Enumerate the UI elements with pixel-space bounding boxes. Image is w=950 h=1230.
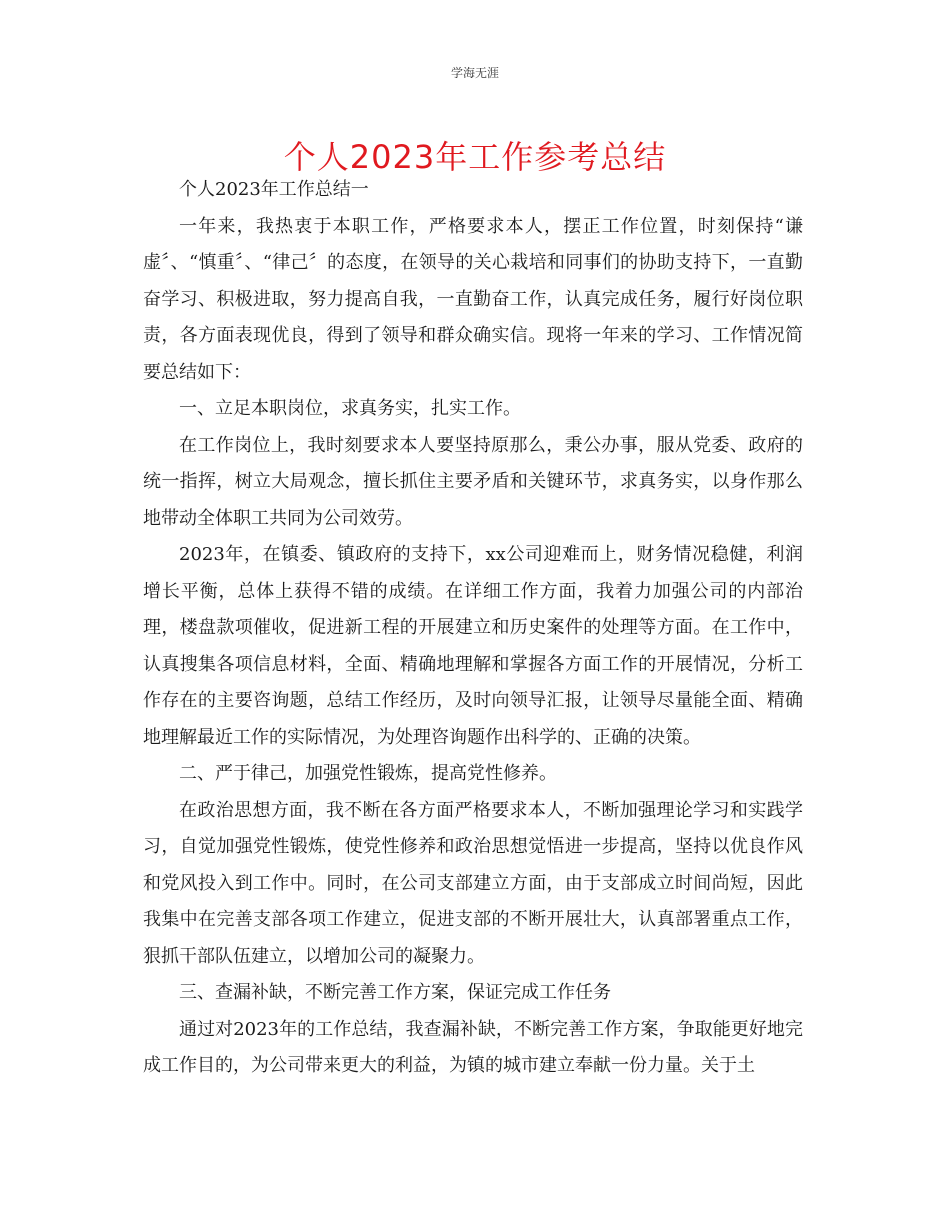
section-heading-1: 一、立足本职岗位，求真务实，扎实工作。 <box>179 398 521 419</box>
intro-paragraph: 一年来，我热衷于本职工作，严格要求本人，摆正工作位置，时刻保持“谦虚〞、“慎重〞、“律己〞的态度，在领导的关心栽培和同事们的协助支持下，一直勤奋学习、积极进取，努力提高自我，一直勤奋工作，认真完成任务，履行好岗位职责，各方面表现优良，得到了领导和群众确实信。现将一年来的学习、工作情况简要总结如下： <box>143 215 803 383</box>
document-body <box>143 172 803 1085</box>
subtitle-paragraph: 个人2023年工作总结一 <box>179 179 369 200</box>
body-paragraph: 在工作岗位上，我时刻要求本人要坚持原那么，秉公办事，服从党委、政府的统一指挥，树立大局观念，擅长抓住主要矛盾和关键环节，求真务实，以身作那么地带动全体职工共同为公司效劳。 <box>143 434 803 529</box>
section-heading-2: 二、严于律己，加强党性锻炼，提高党性修养。 <box>179 763 557 784</box>
body-paragraph: 2023年，在镇委、镇政府的支持下，xx公司迎难而上，财务情况稳健，利润增长平衡，总体上获得不错的成绩。在详细工作方面，我着力加强公司的内部治理，楼盘款项催收，促进新工程的开展建立和历史案件的处理等方面。在工作中，认真搜集各项信息材料，全面、精确地理解和掌握各方面工作的开展情况，分析工作存在的主要咨询题，总结工作经历，及时向领导汇报，让领导尽量能全面、精确地理解最近工作的实际情况，为处理咨询题作出科学的、正确的决策。 <box>143 544 803 748</box>
section-heading-3: 三、查漏补缺，不断完善工作方案，保证完成工作任务 <box>179 982 611 1003</box>
body-paragraph: 在政治思想方面，我不断在各方面严格要求本人，不断加强理论学习和实践学习，自觉加强党性锻炼，使党性修养和政治思想觉悟进一步提高，坚持以优良作风和党风投入到工作中。同时，在公司支部建立方面，由于支部成立时间尚短，因此我集中在完善支部各项工作建立，促进支部的不断开展壮大，认真部署重点工作，狠抓干部队伍建立，以增加公司的凝聚力。 <box>143 799 803 967</box>
page-header: 学海无涯 <box>450 66 499 80</box>
body-paragraph: 通过对2023年的工作总结，我查漏补缺，不断完善工作方案，争取能更好地完成工作目的，为公司带来更大的利益，为镇的城市建立奉献一份力量。关于土 <box>143 1018 803 1076</box>
document-title: 个人2023年工作参考总结 <box>283 138 667 176</box>
